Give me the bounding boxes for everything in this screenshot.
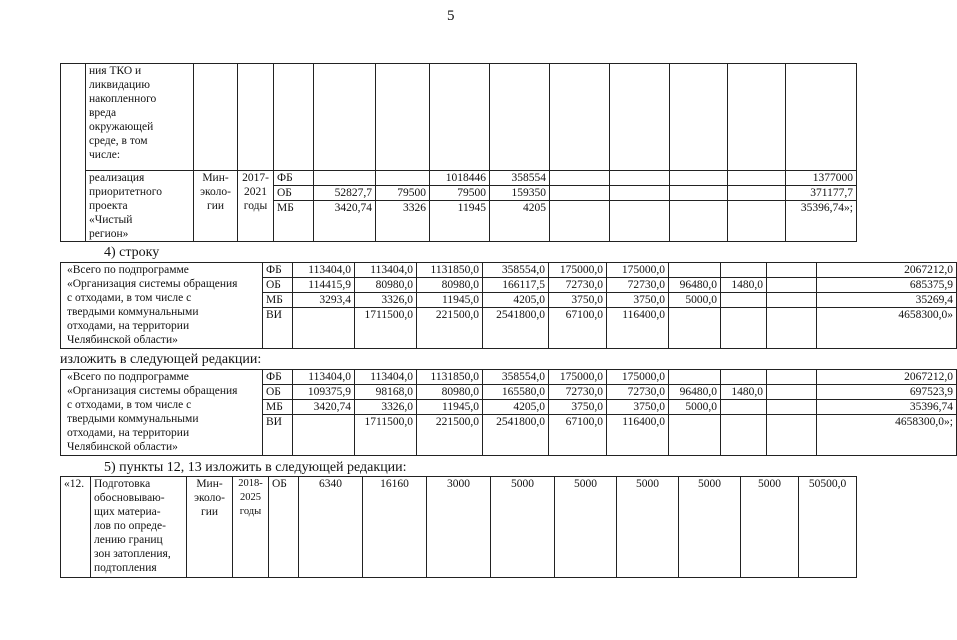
caption-items-instruction: 5) пункты 12, 13 изложить в следующей редакции:	[104, 460, 407, 475]
total-cell: 4658300,0»	[817, 308, 957, 349]
value-cell	[721, 293, 767, 308]
source-cell: МБ	[263, 293, 293, 308]
value-cell: 116400,0	[607, 308, 669, 349]
value-cell: 113404,0	[293, 370, 355, 385]
value-cell: 5000,0	[669, 400, 721, 415]
total-cell: 35396,74	[817, 400, 957, 415]
value-cell: 175000,0	[607, 370, 669, 385]
total-cell: 685375,9	[817, 278, 957, 293]
value-cell	[721, 400, 767, 415]
value-cell	[669, 370, 721, 385]
value-cell: 16160	[363, 477, 427, 578]
value-cell: 5000	[617, 477, 679, 578]
period-cell: 2018- 2025 годы	[233, 477, 269, 578]
value-cell	[721, 415, 767, 456]
value-cell: 72730,0	[607, 278, 669, 293]
caption-row-instruction: 4) строку	[104, 245, 160, 260]
value-cell: 113404,0	[355, 370, 417, 385]
value-cell: 358554	[490, 171, 550, 186]
value-cell: 4205	[490, 201, 550, 242]
total-cell: 2067212,0	[817, 263, 957, 278]
value-cell	[669, 263, 721, 278]
subprogram-name-cell: «Всего по подпрограмме «Организация системы обращения с отходами, в том числе с твердыми коммунальными отходами, на территории Челябинской области»	[61, 370, 263, 456]
value-cell: 5000	[679, 477, 741, 578]
measure-name-cell: Подготовка обосновываю- щих материа- лов по опреде- лению границ зон затопления, подтопления	[91, 477, 187, 578]
text-line: накопленного	[89, 93, 157, 105]
value-cell: 116400,0	[607, 415, 669, 456]
value-cell: 96480,0	[669, 385, 721, 400]
item-12-table	[60, 476, 857, 578]
value-cell: 3326	[376, 201, 430, 242]
value-cell: 1711500,0	[355, 415, 417, 456]
value-cell: 67100,0	[549, 308, 607, 349]
value-cell: 113404,0	[293, 263, 355, 278]
subprogram-total-table-old	[60, 262, 957, 349]
table-row	[61, 171, 857, 186]
text-line: ликвидацию	[89, 79, 150, 91]
program-table-continuation	[60, 63, 857, 242]
value-cell: 175000,0	[549, 263, 607, 278]
value-cell: 6340	[299, 477, 363, 578]
value-cell	[376, 171, 430, 186]
value-cell: 5000	[491, 477, 555, 578]
period-cell: 2017- 2021 годы	[238, 171, 274, 242]
value-cell: 3000	[427, 477, 491, 578]
value-cell: 1131850,0	[417, 370, 483, 385]
value-cell: 221500,0	[417, 308, 483, 349]
value-cell: 11945,0	[417, 400, 483, 415]
source-cell: ВИ	[263, 415, 293, 456]
table-row	[61, 477, 857, 578]
source-cell: МБ	[263, 400, 293, 415]
value-cell: 1480,0	[721, 385, 767, 400]
value-cell: 4205,0	[483, 293, 549, 308]
value-cell: 358554,0	[483, 263, 549, 278]
value-cell: 1711500,0	[355, 308, 417, 349]
text-line: числе:	[89, 149, 121, 161]
value-cell	[721, 263, 767, 278]
value-cell: 3326,0	[355, 293, 417, 308]
value-cell: 72730,0	[607, 385, 669, 400]
value-cell: 80980,0	[355, 278, 417, 293]
text-line: ния ТКО и	[89, 65, 142, 77]
value-cell: 3750,0	[607, 400, 669, 415]
source-cell: ОБ	[274, 186, 314, 201]
total-cell: 1377000	[786, 171, 857, 186]
total-cell: 697523,9	[817, 385, 957, 400]
total-cell: 4658300,0»;	[817, 415, 957, 456]
executor-cell: Мин- эколо- гии	[194, 171, 238, 242]
value-cell: 1131850,0	[417, 263, 483, 278]
value-cell: 221500,0	[417, 415, 483, 456]
value-cell: 3293,4	[293, 293, 355, 308]
source-cell: ФБ	[274, 171, 314, 186]
value-cell: 3420,74	[293, 400, 355, 415]
value-cell: 5000	[555, 477, 617, 578]
total-cell: 50500,0	[799, 477, 857, 578]
table-row	[61, 64, 857, 171]
value-cell: 67100,0	[549, 415, 607, 456]
value-cell	[293, 415, 355, 456]
value-cell: 80980,0	[417, 385, 483, 400]
value-cell: 358554,0	[483, 370, 549, 385]
source-cell: ОБ	[263, 278, 293, 293]
value-cell: 3750,0	[549, 400, 607, 415]
total-cell: 35396,74»;	[786, 201, 857, 242]
value-cell: 1018446	[430, 171, 490, 186]
value-cell: 80980,0	[417, 278, 483, 293]
subprogram-name-cell: «Всего по подпрограмме «Организация системы обращения с отходами, в том числе с твердыми коммунальными отходами, на территории Челябинской области»	[61, 263, 263, 349]
value-cell: 3750,0	[607, 293, 669, 308]
value-cell: 72730,0	[549, 385, 607, 400]
value-cell	[721, 370, 767, 385]
value-cell: 165580,0	[483, 385, 549, 400]
value-cell: 166117,5	[483, 278, 549, 293]
text-line: окружающей	[89, 121, 154, 133]
value-cell: 3420,74	[314, 201, 376, 242]
subprogram-total-table-new	[60, 369, 957, 456]
executor-cell: Мин- эколо- гии	[187, 477, 233, 578]
text-line: вреда	[89, 107, 117, 119]
value-cell: 5000	[741, 477, 799, 578]
value-cell	[669, 308, 721, 349]
value-cell: 109375,9	[293, 385, 355, 400]
table-row	[61, 263, 957, 278]
source-cell: ФБ	[263, 263, 293, 278]
source-cell: ВИ	[263, 308, 293, 349]
value-cell	[293, 308, 355, 349]
total-cell: 2067212,0	[817, 370, 957, 385]
source-cell: ОБ	[263, 385, 293, 400]
text-line: среде, в том	[89, 135, 148, 147]
intro-cell	[86, 64, 194, 171]
value-cell: 4205,0	[483, 400, 549, 415]
value-cell: 3750,0	[549, 293, 607, 308]
value-cell: 1480,0	[721, 278, 767, 293]
value-cell: 11945	[430, 201, 490, 242]
value-cell	[314, 171, 376, 186]
item-number: «12.	[61, 477, 91, 578]
value-cell: 175000,0	[607, 263, 669, 278]
table-row	[61, 370, 957, 385]
value-cell: 79500	[430, 186, 490, 201]
source-cell: ФБ	[263, 370, 293, 385]
value-cell: 72730,0	[549, 278, 607, 293]
value-cell: 98168,0	[355, 385, 417, 400]
value-cell: 11945,0	[417, 293, 483, 308]
value-cell: 2541800,0	[483, 308, 549, 349]
page-number: 5	[447, 8, 455, 24]
value-cell: 2541800,0	[483, 415, 549, 456]
value-cell: 113404,0	[355, 263, 417, 278]
total-cell: 371177,7	[786, 186, 857, 201]
source-cell: ОБ	[269, 477, 299, 578]
source-cell: МБ	[274, 201, 314, 242]
value-cell: 3326,0	[355, 400, 417, 415]
total-cell: 35269,4	[817, 293, 957, 308]
value-cell: 96480,0	[669, 278, 721, 293]
value-cell	[721, 308, 767, 349]
caption-new-wording: изложить в следующей редакции:	[60, 352, 262, 367]
value-cell: 52827,7	[314, 186, 376, 201]
value-cell: 175000,0	[549, 370, 607, 385]
value-cell: 159350	[490, 186, 550, 201]
value-cell: 114415,9	[293, 278, 355, 293]
value-cell: 79500	[376, 186, 430, 201]
value-cell	[669, 415, 721, 456]
value-cell: 5000,0	[669, 293, 721, 308]
measure-name-cell: реализация приоритетного проекта «Чистый регион»	[86, 171, 194, 242]
